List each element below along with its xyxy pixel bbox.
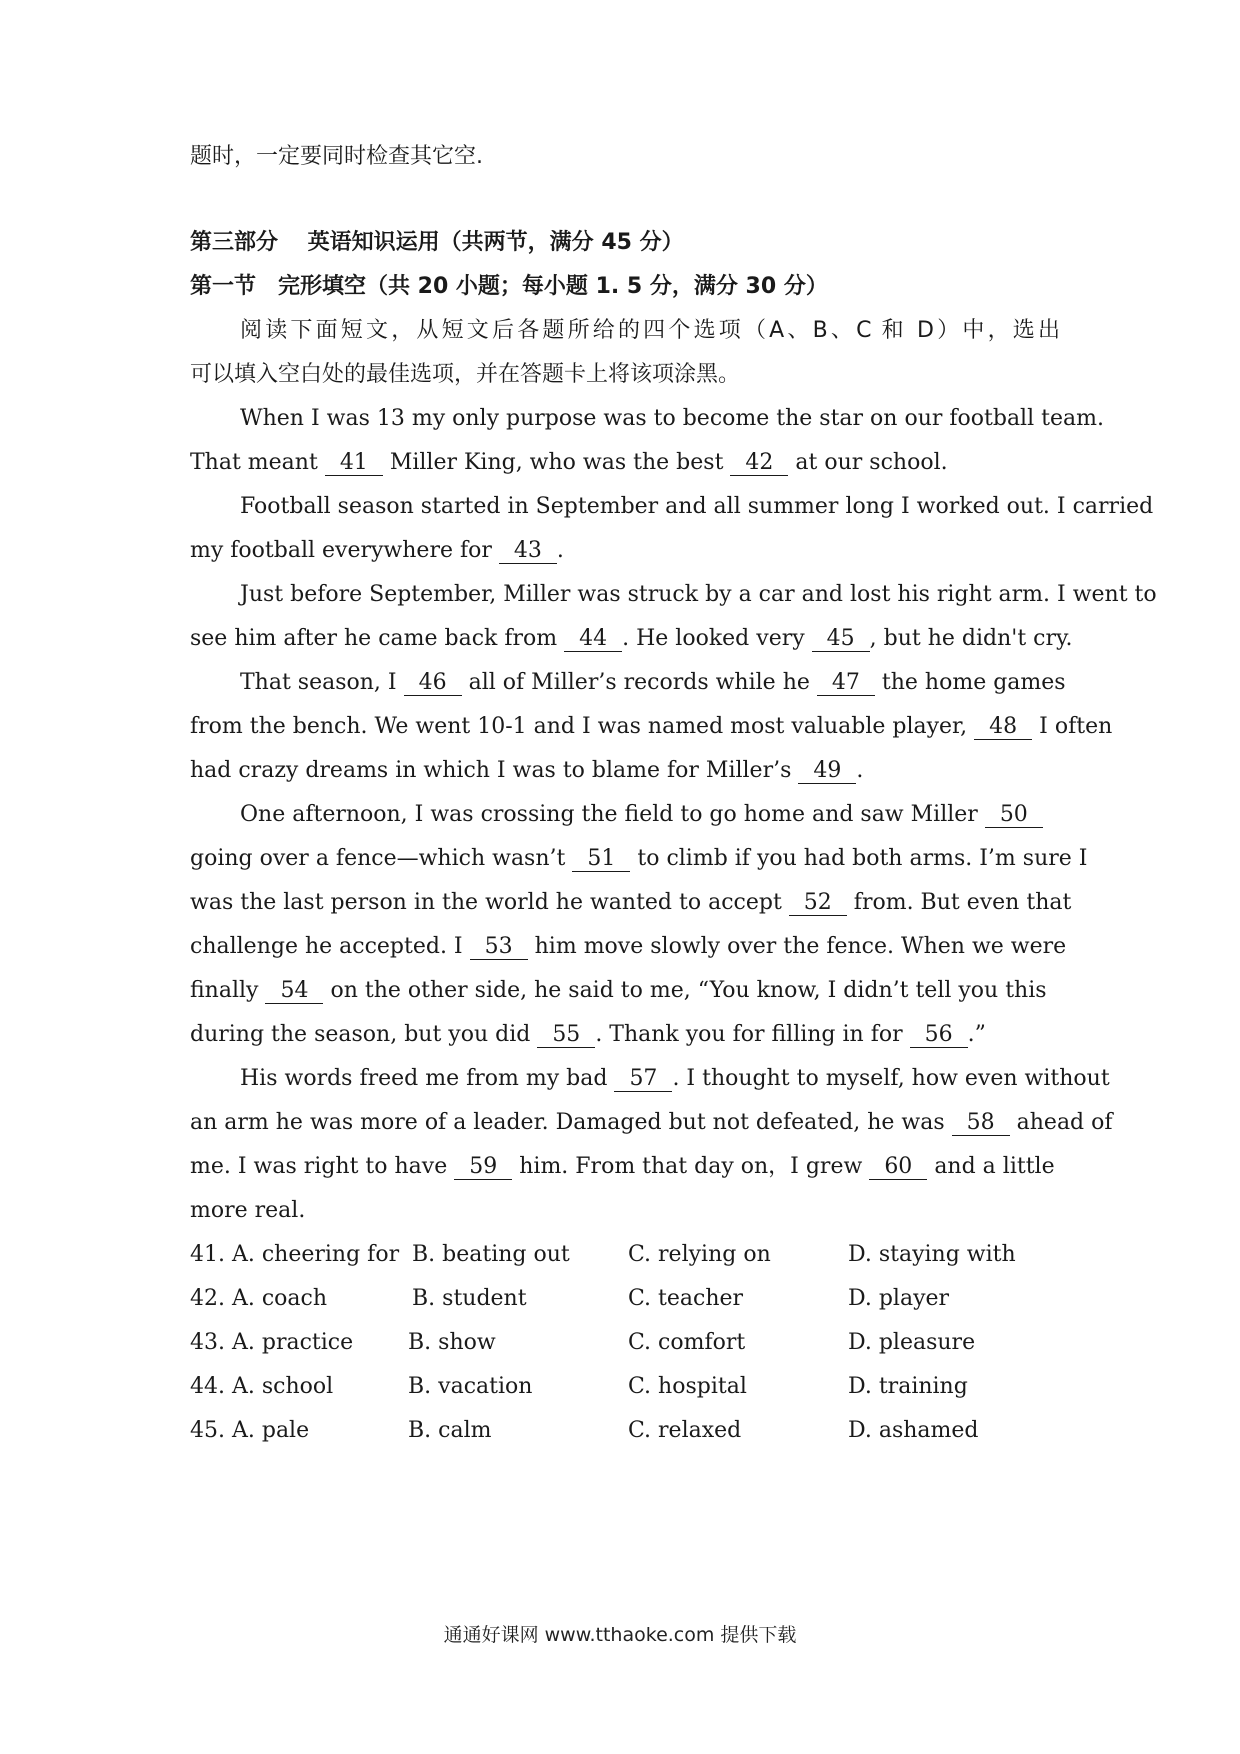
option-b[interactable]: B. vacation [408, 1374, 533, 1399]
passage-text: That season, I [240, 670, 397, 695]
passage-line [190, 756, 1060, 786]
blank-57: 57 [614, 1067, 672, 1092]
passage-line [190, 536, 1060, 566]
blank-49: 49 [798, 759, 856, 784]
blank-51: 51 [572, 847, 630, 872]
passage-text: had crazy dreams in which I was to blame for Miller’s [190, 758, 792, 783]
passage-text: all of Miller’s records while he [468, 670, 810, 695]
passage-line [190, 1020, 1060, 1050]
passage-line [190, 932, 1067, 962]
passage-text: One afternoon, I was crossing the field to go home and saw Miller [240, 802, 978, 827]
option-a[interactable]: 45. A. pale [190, 1418, 310, 1443]
blank-50: 50 [985, 803, 1043, 828]
passage-text: at our school. [795, 450, 948, 475]
passage-text: I often [1039, 714, 1113, 739]
passage-text: during the season, but you did [190, 1022, 531, 1047]
option-c[interactable]: C. relaxed [628, 1418, 742, 1443]
option-a[interactable]: 42. A. coach [190, 1286, 328, 1311]
passage-text: .” [967, 1022, 986, 1047]
page-footer: 通通好课网 www.tthaoke.com 提供下载 [443, 1624, 797, 1646]
passage-text: ahead of [1016, 1110, 1113, 1135]
passage-text: and a little [934, 1154, 1055, 1179]
option-c[interactable]: C. teacher [628, 1286, 744, 1311]
section-heading: 第一节 完形填空（共 20 小题；每小题 1. 5 分，满分 30 分） [190, 274, 828, 299]
option-b[interactable]: B. student [412, 1286, 527, 1311]
passage-line [190, 448, 1060, 478]
option-d[interactable]: D. player [848, 1286, 950, 1311]
passage-text: His words freed me from my bad [240, 1066, 608, 1091]
blank-48: 48 [974, 715, 1032, 740]
passage-line [190, 668, 1066, 698]
passage-line [190, 976, 1060, 1006]
passage-text: . [856, 758, 864, 783]
passage-text: , but he didn't cry. [869, 626, 1073, 651]
passage-line: When I was 13 my only purpose was to become the star on our football team. [240, 406, 1104, 431]
passage-text: my football everywhere for [190, 538, 492, 563]
passage-text: That meant [190, 450, 318, 475]
top-fragment: 题时，一定要同时检查其它空. [190, 144, 483, 169]
option-d[interactable]: D. ashamed [848, 1418, 979, 1443]
passage-text: Miller King, who was the best [389, 450, 724, 475]
blank-55: 55 [537, 1023, 595, 1048]
blank-53: 53 [470, 935, 528, 960]
option-c[interactable]: C. relying on [628, 1242, 771, 1267]
blank-59: 59 [454, 1155, 512, 1180]
option-b[interactable]: B. beating out [412, 1242, 570, 1267]
passage-text: . I thought to myself, how even without [672, 1066, 1110, 1091]
passage-text: challenge he accepted. I [190, 934, 463, 959]
passage-text: to climb if you had both arms. I’m sure I [637, 846, 1088, 871]
passage-text: see him after he came back from [190, 626, 558, 651]
passage-text: him move slowly over the fence. When we were [534, 934, 1067, 959]
blank-60: 60 [869, 1155, 927, 1180]
option-c[interactable]: C. comfort [628, 1330, 746, 1355]
blank-56: 56 [910, 1023, 968, 1048]
passage-line [190, 1064, 1110, 1094]
passage-line [190, 844, 1088, 874]
part-heading: 第三部分 英语知识运用（共两节，满分 45 分） [190, 230, 684, 255]
instructions-line-2: 可以填入空白处的最佳选项，并在答题卡上将该项涂黑。 [190, 362, 741, 387]
passage-text: . Thank you for filling in for [595, 1022, 903, 1047]
blank-46: 46 [404, 671, 462, 696]
passage-line [190, 712, 1113, 742]
passage-text: him. From that day on，I grew [519, 1154, 863, 1179]
option-b[interactable]: B. show [408, 1330, 496, 1355]
passage-line [190, 888, 1072, 918]
passage-text: from the bench. We went 10-1 and I was named most valuable player, [190, 714, 968, 739]
option-c[interactable]: C. hospital [628, 1374, 747, 1399]
passage-text: finally [190, 978, 259, 1003]
option-a[interactable]: 41. A. cheering for [190, 1242, 400, 1267]
passage-line [190, 1152, 1060, 1182]
option-a[interactable]: 44. A. school [190, 1374, 334, 1399]
blank-58: 58 [952, 1111, 1010, 1136]
option-a[interactable]: 43. A. practice [190, 1330, 354, 1355]
instructions-line-1: 阅读下面短文，从短文后各题所给的四个选项（A、B、C 和 D）中，选出 [240, 318, 1060, 343]
passage-text: from. But even that [853, 890, 1072, 915]
blank-42: 42 [730, 451, 788, 476]
blank-47: 47 [817, 671, 875, 696]
passage-line [190, 1108, 1113, 1138]
blank-44: 44 [564, 627, 622, 652]
blank-45: 45 [812, 627, 870, 652]
passage-line: Just before September, Miller was struck by a car and lost his right arm. I went to [240, 582, 1157, 607]
passage-line [190, 800, 1060, 830]
option-d[interactable]: D. training [848, 1374, 968, 1399]
passage-line [190, 624, 1073, 654]
blank-54: 54 [265, 979, 323, 1004]
option-d[interactable]: D. staying with [848, 1242, 1016, 1267]
option-b[interactable]: B. calm [408, 1418, 492, 1443]
option-d[interactable]: D. pleasure [848, 1330, 976, 1355]
passage-line: Football season started in September and all summer long I worked out. I carried [240, 494, 1154, 519]
passage-line: more real. [190, 1198, 306, 1223]
passage-text: . [556, 538, 564, 563]
passage-text: was the last person in the world he wanted to accept [190, 890, 782, 915]
passage-text: me. I was right to have [190, 1154, 448, 1179]
blank-41: 41 [325, 451, 383, 476]
blank-43: 43 [499, 539, 557, 564]
blank-52: 52 [789, 891, 847, 916]
passage-text: the home games [881, 670, 1066, 695]
passage-text: . He looked very [622, 626, 805, 651]
passage-text: on the other side, he said to me, “You know, I didn’t tell you this [330, 978, 1047, 1003]
passage-text: going over a fence—which wasn’t [190, 846, 566, 871]
passage-text: an arm he was more of a leader. Damaged but not defeated, he was [190, 1110, 945, 1135]
